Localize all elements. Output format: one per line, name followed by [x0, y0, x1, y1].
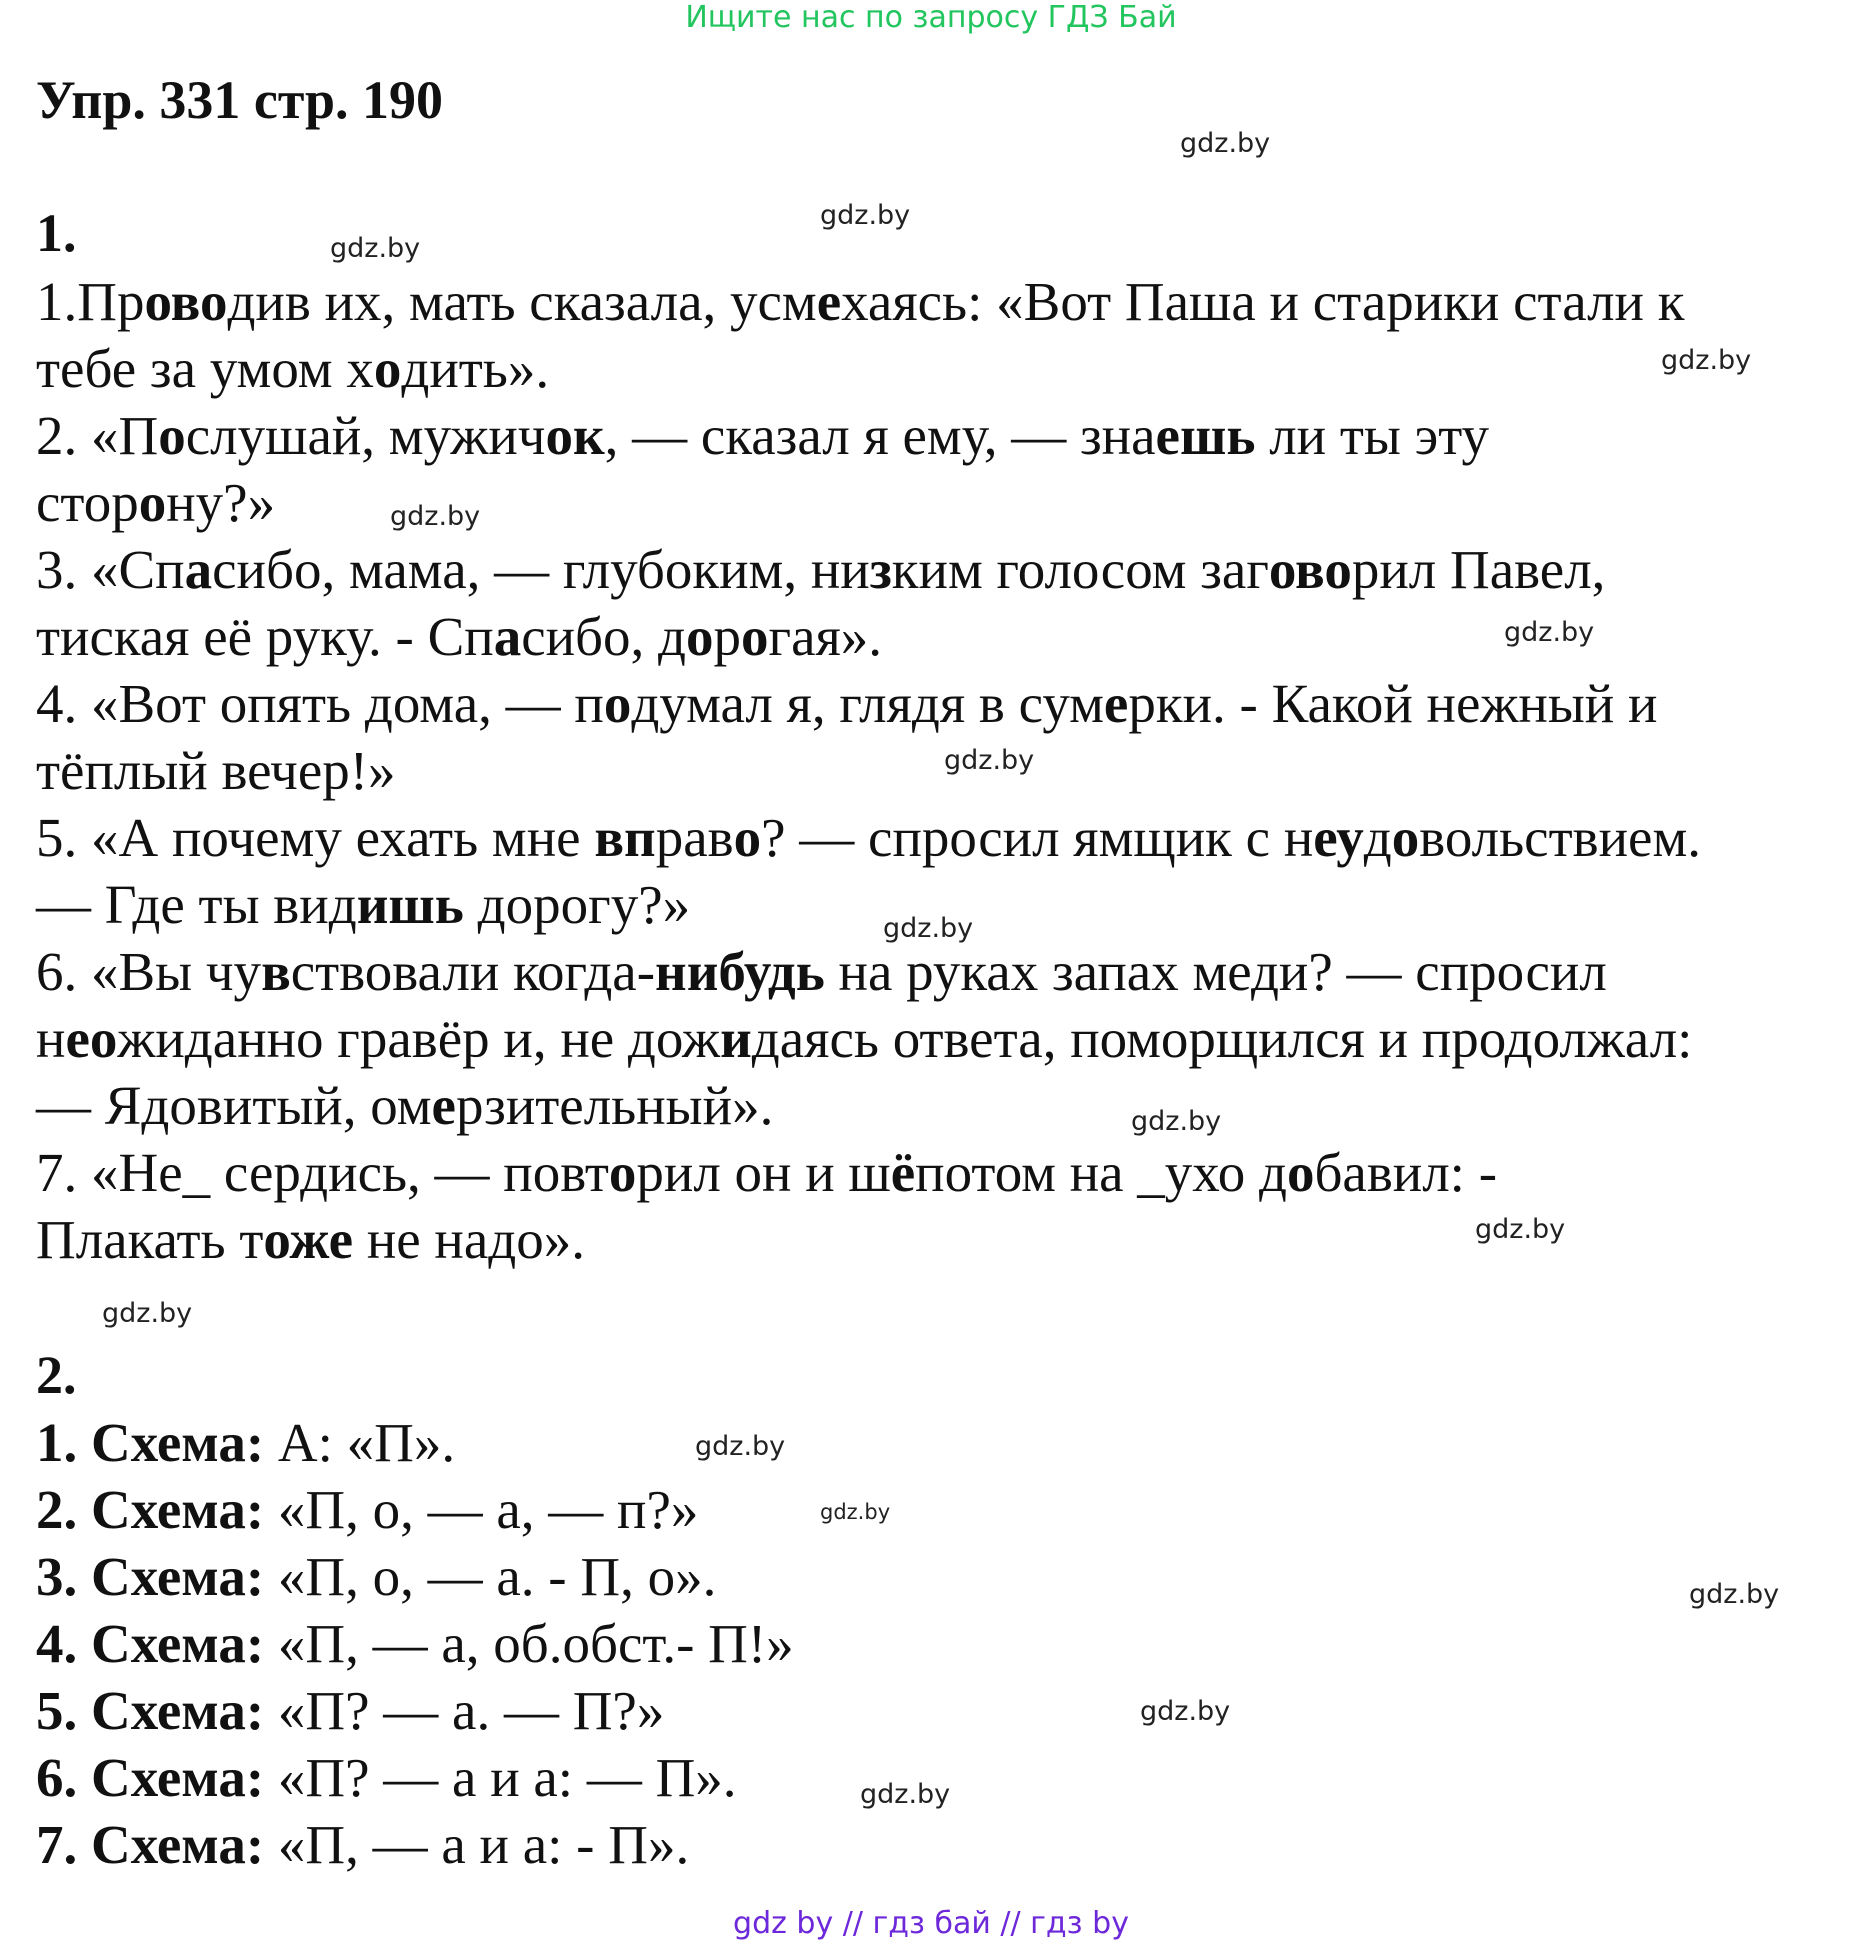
text-segment: 4. «Вот опять дома, — п	[36, 673, 604, 734]
watermark: gdz.by	[883, 913, 974, 944]
text-segment: д	[1363, 807, 1392, 868]
text-segment: не надо».	[353, 1209, 585, 1270]
section-2-schemes	[36, 1409, 794, 1878]
text-segment: ? — спросил ямщик с н	[761, 807, 1314, 868]
text-line	[36, 536, 1605, 603]
watermark: gdz.by	[1131, 1106, 1222, 1137]
bold-segment: 1. Схема:	[36, 1412, 265, 1473]
text-line	[36, 1610, 794, 1677]
text-segment: вольствием.	[1419, 807, 1701, 868]
bold-segment: ё	[890, 1142, 916, 1203]
bold-segment: 7. Схема:	[36, 1814, 265, 1875]
watermark: gdz.by	[330, 233, 421, 264]
text-segment: тиская её руку. - Сп	[36, 606, 494, 667]
bold-segment: ово	[1268, 539, 1352, 600]
bold-segment: о	[608, 1142, 637, 1203]
text-line	[36, 1206, 585, 1273]
text-segment: рзительный».	[455, 1075, 774, 1136]
bold-segment: о	[158, 405, 186, 466]
watermark: gdz.by	[102, 1298, 193, 1329]
text-line	[36, 1543, 716, 1610]
text-segment: — Где ты вид	[36, 874, 357, 935]
watermark: gdz.by	[390, 501, 481, 532]
text-line	[36, 1072, 773, 1139]
text-segment: ну?»	[166, 472, 276, 533]
text-line	[36, 1677, 664, 1744]
text-segment: стор	[36, 472, 139, 533]
text-segment: «П? — а. — П?»	[264, 1680, 665, 1741]
bold-segment: ок	[545, 405, 605, 466]
text-line	[36, 670, 1657, 737]
text-line	[36, 335, 549, 402]
bold-segment: е	[431, 1075, 456, 1136]
text-segment: р	[713, 606, 742, 667]
bold-segment: в	[261, 941, 291, 1002]
watermark: gdz.by	[944, 745, 1035, 776]
watermark: gdz.by	[1140, 1696, 1231, 1727]
text-segment: — Ядовитый, ом	[36, 1075, 432, 1136]
text-line	[36, 603, 882, 670]
text-segment: жиданно гравёр и, не дож	[117, 1008, 721, 1069]
bold-segment: 5. Схема:	[36, 1680, 265, 1741]
text-line	[36, 1811, 689, 1878]
bold-segment: о	[138, 472, 167, 533]
text-line	[36, 1139, 1497, 1206]
text-line	[36, 469, 275, 536]
bold-segment: ешь	[1155, 405, 1256, 466]
text-segment: хаясь: «Вот Паша и старики стали к	[841, 271, 1685, 332]
section-1-text	[36, 268, 1701, 1273]
bold-segment: а	[184, 539, 213, 600]
text-segment: рки. - Какой нежный и	[1128, 673, 1658, 734]
text-segment: ли ты эту	[1255, 405, 1490, 466]
text-segment: думал я, глядя в сум	[631, 673, 1104, 734]
text-segment: Плакать т	[36, 1209, 264, 1270]
text-segment: 6. «Вы чу	[36, 941, 262, 1002]
bold-segment: о	[603, 673, 632, 734]
bold-segment: з	[869, 539, 892, 600]
watermark: gdz.by	[1504, 617, 1595, 648]
bold-segment: еу	[1313, 807, 1364, 868]
text-segment: н	[36, 1008, 66, 1069]
watermark: gdz.by	[1475, 1214, 1566, 1245]
bold-segment: а	[493, 606, 522, 667]
text-segment: сибо, д	[521, 606, 687, 667]
text-line	[36, 804, 1701, 871]
bold-segment: 4. Схема:	[36, 1613, 265, 1674]
bold-segment: ишь	[356, 874, 464, 935]
text-line	[36, 871, 690, 938]
section-2-label: 2.	[36, 1345, 77, 1405]
text-segment: дорогу?»	[463, 874, 691, 935]
text-segment: тёплый вечер!»	[36, 740, 396, 801]
text-line	[36, 938, 1607, 1005]
bold-segment: о	[373, 338, 402, 399]
text-segment: ким голосом заг	[891, 539, 1269, 600]
bold-segment: о	[1391, 807, 1420, 868]
text-segment: див их, мать сказала, усм	[227, 271, 817, 332]
text-segment: «П, — а и а: - П».	[264, 1814, 690, 1875]
text-line	[36, 1744, 737, 1811]
text-segment: потом на _ухо д	[915, 1142, 1287, 1203]
text-segment: дить».	[401, 338, 550, 399]
text-segment: бавил: -	[1314, 1142, 1498, 1203]
bold-segment: ово	[144, 271, 228, 332]
text-segment: 1.Пр	[36, 271, 145, 332]
text-segment: , — сказал я ему, — зна	[604, 405, 1156, 466]
bold-segment: о	[686, 606, 714, 667]
bold-segment: о	[733, 807, 762, 868]
text-segment: рав	[655, 807, 734, 868]
text-segment: тебе за умом х	[36, 338, 374, 399]
text-segment: 3. «Сп	[36, 539, 185, 600]
watermark: gdz.by	[1180, 128, 1271, 159]
watermark: gdz.by	[820, 200, 911, 231]
bold-segment: оже	[263, 1209, 354, 1270]
text-line	[36, 1476, 698, 1543]
text-segment: «П? — а и а: — П».	[264, 1747, 737, 1808]
bold-segment: о	[741, 606, 769, 667]
text-segment: 7. «Не_ сердись, — повт	[36, 1142, 609, 1203]
text-segment: рил он и ш	[636, 1142, 891, 1203]
text-segment: сибо, мама, — глубоким, ни	[212, 539, 870, 600]
section-1-label: 1.	[36, 203, 77, 263]
text-segment: А: «П».	[264, 1412, 456, 1473]
bold-segment: и	[720, 1008, 752, 1069]
bold-segment: о	[1286, 1142, 1315, 1203]
text-line	[36, 1409, 455, 1476]
bold-segment: нибудь	[655, 941, 825, 1002]
text-line	[36, 737, 396, 804]
text-segment: рил Павел,	[1351, 539, 1606, 600]
bold-segment: е	[816, 271, 842, 332]
bold-segment: е	[1103, 673, 1129, 734]
text-segment: 2. «П	[36, 405, 159, 466]
bold-segment: вп	[594, 807, 656, 868]
bold-segment: 3. Схема:	[36, 1546, 265, 1607]
footer-links: gdz by // гдз бай // гдз by	[733, 1906, 1129, 1941]
text-segment: 5. «А почему ехать мне	[36, 807, 595, 868]
search-hint: Ищите нас по запросу ГДЗ Бай	[685, 0, 1177, 35]
text-line	[36, 1005, 1692, 1072]
bold-segment: ео	[65, 1008, 118, 1069]
text-segment: «П, о, — а. - П, о».	[264, 1546, 717, 1607]
text-line	[36, 268, 1684, 335]
watermark: gdz.by	[860, 1779, 951, 1810]
text-segment: даясь ответа, поморщился и продолжал:	[751, 1008, 1693, 1069]
text-segment: слушай, мужич	[185, 405, 546, 466]
watermark: gdz.by	[1689, 1579, 1780, 1610]
text-segment: ствовали когда-	[290, 941, 656, 1002]
bold-segment: 2. Схема:	[36, 1479, 265, 1540]
page-title: Упр. 331 стр. 190	[36, 70, 444, 130]
watermark: gdz.by	[820, 1500, 891, 1524]
bold-segment: 6. Схема:	[36, 1747, 265, 1808]
watermark: gdz.by	[695, 1431, 786, 1462]
text-segment: «П, о, — а, — п?»	[264, 1479, 699, 1540]
text-segment: гая».	[768, 606, 883, 667]
watermark: gdz.by	[1661, 345, 1752, 376]
text-segment: на руках запах меди? — спросил	[824, 941, 1607, 1002]
text-line	[36, 402, 1489, 469]
text-segment: «П, — а, об.обст.- П!»	[264, 1613, 794, 1674]
